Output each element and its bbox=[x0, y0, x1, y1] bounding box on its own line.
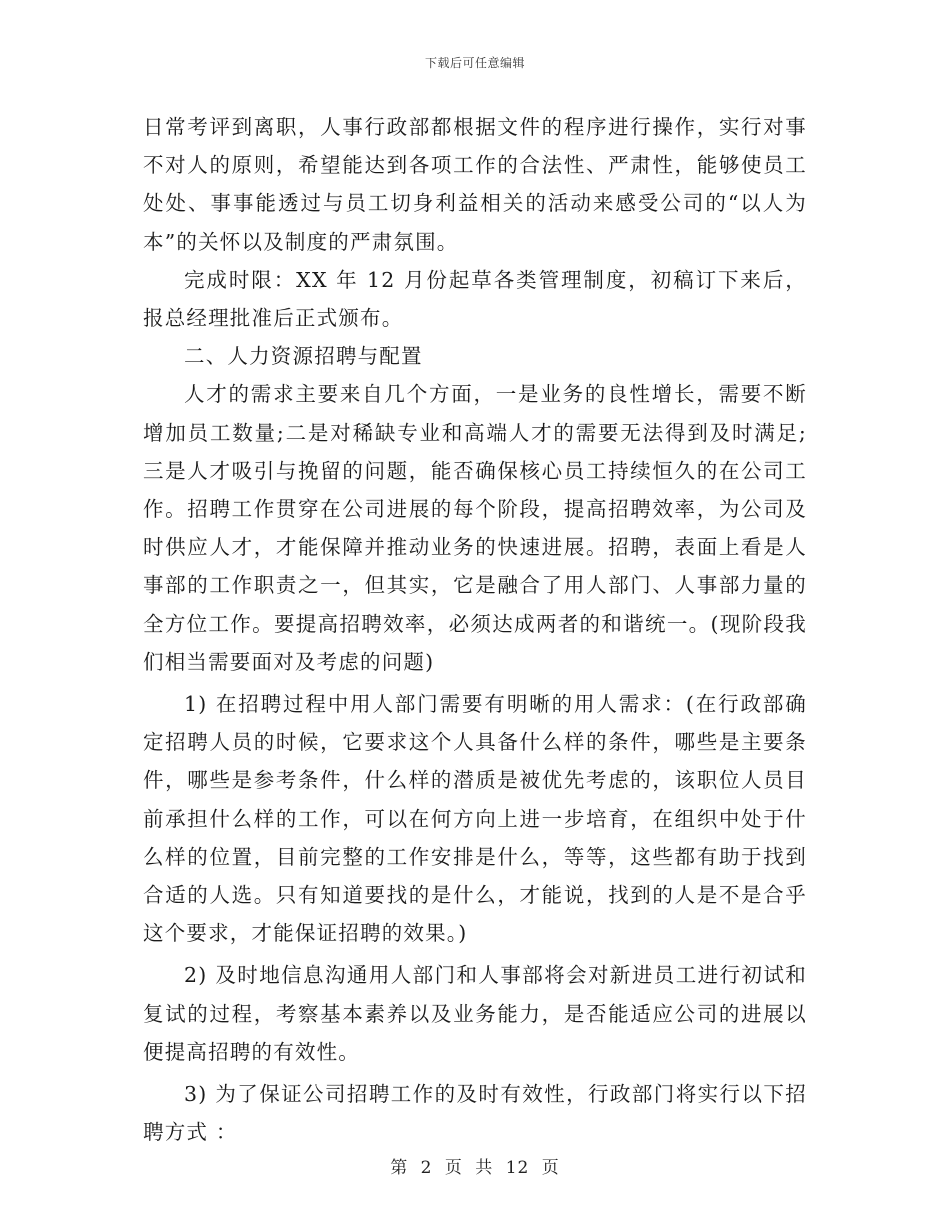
header-note: 下载后可任意编辑 bbox=[424, 56, 525, 70]
paragraph-item-3: 3) 为了保证公司招聘工作的及时有效性，行政部门将实行以下招聘方式 ： bbox=[143, 1082, 807, 1145]
paragraph-deadline: 完成时限：XX 年 12 月份起草各类管理制度，初稿订下来后，报总经理批准后正式颁布。 bbox=[143, 267, 807, 331]
document-body bbox=[143, 108, 807, 1151]
paragraph-talent-demand: 人才的需求主要来自几个方面，一是业务的良性增长，需要不断增加员工数量;二是对稀缺专业和高端人才的需要无法得到及时满足;三是人才吸引与挽留的问题，能否确保核心员工持续恒久的在公司工作。招聘工作贯穿在公司进展的每个阶段，提高招聘效率，为公司及时供应人才，才能保障并推动业务的快速进展。招聘，表面上看是人事部的工作职责之一，但其实，它是融合了用人部门、人事部力量的全方位工作。要提高招聘效率，必须达成两者的和谐统一。(现阶段我们相当需要面对及考虑的问题) bbox=[143, 382, 807, 674]
paragraph-item-1: 1) 在招聘过程中用人部门需要有明晰的用人需求：(在行政部确定招聘人员的时候，它要求这个人具备什么样的条件，哪些是主要条件，哪些是参考条件，什么样的潜质是被优先考虑的，该职位人员目前承担什么样的工作，可以在何方向上进一步培育，在组织中处于什么样的位置，目前完整的工作安排是什么，等等，这些都有助于找到合适的人选。只有知道要找的是什么，才能说，找到的人是不是合乎这个要求，才能保证招聘的效果。) bbox=[143, 692, 807, 946]
paragraph-continued: 日常考评到离职，人事行政部都根据文件的程序进行操作，实行对事不对人的原则，希望能达到各项工作的合法性、严肃性，能够使员工处处、事事能透过与员工切身利益相关的活动来感受公司的“以人为本”的关怀以及制度的严肃氛围。 bbox=[143, 115, 807, 254]
section-heading: 二、人力资源招聘与配置 bbox=[184, 344, 423, 369]
paragraph-item-2: 2) 及时地信息沟通用人部门和人事部将会对新进员工进行初试和复试的过程，考察基本素养以及业务能力，是否能适应公司的进展以便提高招聘的有效性。 bbox=[143, 963, 807, 1064]
page-number: 第 2 页 共 12 页 bbox=[390, 1158, 560, 1178]
